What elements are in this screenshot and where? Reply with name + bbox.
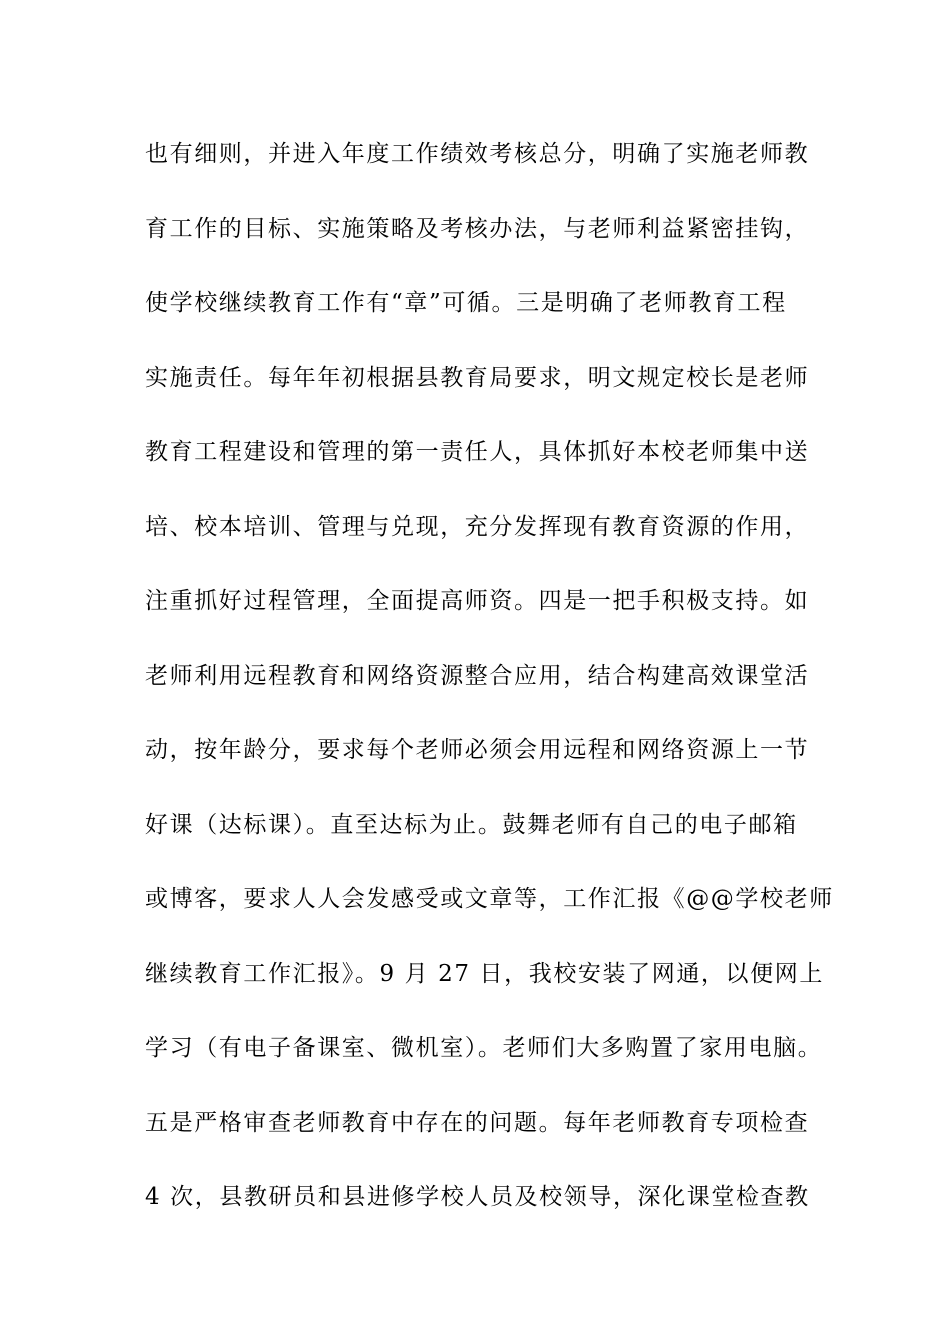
text-line: 教育工程建设和管理的第一责任人，具体抓好本校老师集中送: [145, 439, 810, 465]
text-line: 实施责任。每年年初根据县教育局要求，明文规定校长是老师: [145, 364, 810, 391]
text-line: 好课（达标课）。直至达标为止。鼓舞老师有自己的电子邮箱: [145, 811, 798, 838]
text-line: 也有细则，并进入年度工作绩效考核总分，明确了实施老师教: [145, 141, 810, 167]
text-line: 或博客，要求人人会发感受或文章等，工作汇报《@@学校老师: [145, 886, 834, 912]
text-line: 注重抓好过程管理，全面提高师资。四是一把手积极支持。如: [145, 588, 810, 614]
text-line: 五是严格审查老师教育中存在的问题。每年老师教育专项检查: [145, 1109, 810, 1136]
text-line: 老师利用远程教育和网络资源整合应用，结合构建高效课堂活: [145, 662, 810, 689]
text-line: 动，按年龄分，要求每个老师必须会用远程和网络资源上一节: [145, 737, 810, 763]
text-line: 培、校本培训、管理与兑现，充分发挥现有教育资源的作用，: [145, 513, 810, 540]
text-line: 继续教育工作汇报》。9 月 27 日，我校安装了网通，以便网上: [145, 960, 824, 987]
text-line: 学习（有电子备课室、微机室）。老师们大多购置了家用电脑。: [145, 1035, 823, 1061]
body-text: [145, 128, 834, 1246]
text-line: 育工作的目标、实施策略及考核办法，与老师利益紧密挂钩，: [145, 215, 810, 242]
text-line: 4 次，县教研员和县进修学校人员及校领导，深化课堂检查教: [145, 1184, 810, 1210]
text-line: 使学校继续教育工作有“章”可循。三是明确了老师教育工程: [145, 290, 787, 316]
